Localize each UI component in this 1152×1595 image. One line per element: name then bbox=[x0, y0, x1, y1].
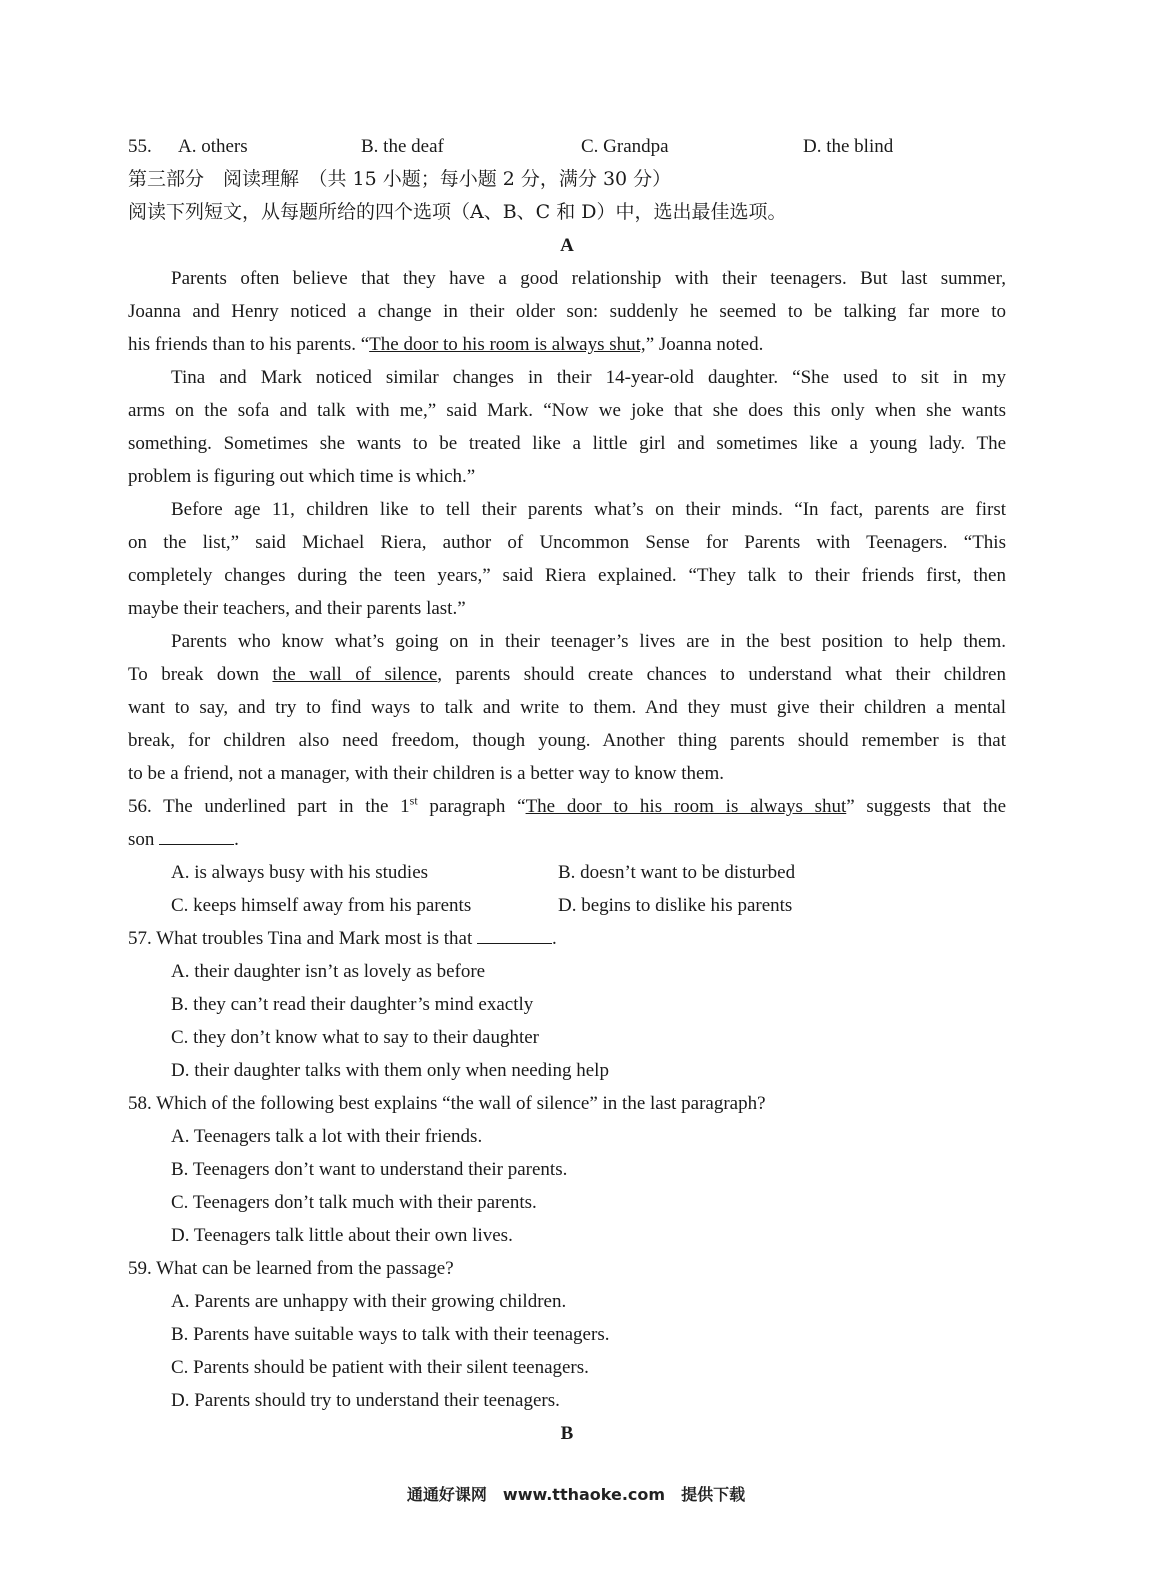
text: ” Joanna noted. bbox=[645, 334, 764, 355]
q56-option-d: D. begins to dislike his parents bbox=[558, 895, 793, 916]
paragraph-1-line: Parents often believe that they have a good relationship with their teenagers. But last summer, bbox=[171, 268, 1006, 289]
superscript: st bbox=[409, 793, 418, 808]
paragraph-2-line: problem is figuring out which time is which.” bbox=[128, 466, 476, 487]
paragraph-3-line: completely changes during the teen years,” said Riera explained. “They talk to their friends first, then bbox=[128, 565, 1006, 586]
q57-option-d: D. their daughter talks with them only when needing help bbox=[171, 1060, 609, 1081]
passage-a bbox=[128, 262, 1006, 790]
q58-option-a: A. Teenagers talk a lot with their friends. bbox=[171, 1126, 483, 1147]
answer-blank bbox=[477, 925, 552, 944]
q56-stem-line-2: son . bbox=[128, 823, 1006, 856]
text: 56. The underlined part in the 1 bbox=[128, 796, 410, 817]
q59-option-a: A. Parents are unhappy with their growing children. bbox=[171, 1291, 567, 1312]
exam-page bbox=[128, 130, 1006, 1450]
q59-option-d: D. Parents should try to understand their teenagers. bbox=[171, 1390, 560, 1411]
q57-option-a: A. their daughter isn’t as lovely as before bbox=[171, 961, 486, 982]
paragraph-2-line: arms on the sofa and talk with me,” said Mark. “Now we joke that she does this only when she wants bbox=[128, 400, 1006, 421]
text: son bbox=[128, 829, 155, 850]
q56-options-row bbox=[128, 889, 1006, 922]
q58-stem: 58. Which of the following best explains “the wall of silence” in the last paragraph? bbox=[128, 1093, 766, 1114]
section-title: 第三部分 阅读理解 （共 15 小题；每小题 2 分，满分 30 分） bbox=[128, 168, 672, 190]
text: his friends than to his parents. “ bbox=[128, 334, 370, 355]
q59-stem: 59. What can be learned from the passage? bbox=[128, 1258, 454, 1279]
q59-option-b: B. Parents have suitable ways to talk with their teenagers. bbox=[171, 1324, 610, 1345]
question-55 bbox=[128, 130, 1006, 163]
text: ” suggests that the bbox=[846, 796, 1006, 817]
paragraph-2-line: something. Sometimes she wants to be treated like a little girl and sometimes like a young lady. The bbox=[128, 433, 1006, 454]
text: , parents should create chances to understand what their children bbox=[437, 664, 1006, 685]
answer-blank bbox=[159, 826, 234, 845]
underlined-quote: The door to his room is always shut, bbox=[369, 334, 646, 355]
q56-option-c: C. keeps himself away from his parents bbox=[171, 895, 472, 916]
underlined-phrase: the wall of silence bbox=[272, 664, 438, 685]
q56-stem bbox=[128, 790, 1006, 823]
paragraph-4-line: want to say, and try to find ways to talk and write to them. And they must give their children a mental bbox=[128, 697, 1006, 718]
paragraph-2-line: Tina and Mark noticed similar changes in their 14-year-old daughter. “She used to sit in my bbox=[171, 367, 1006, 388]
passage-label-a: A bbox=[560, 235, 574, 256]
q58-option-b: B. Teenagers don’t want to understand their parents. bbox=[171, 1159, 568, 1180]
paragraph-3-line: Before age 11, children like to tell their parents what’s on their minds. “In fact, parents are first bbox=[171, 499, 1006, 520]
q55-number: 55. bbox=[128, 136, 152, 157]
page-footer: 通通好课网 www.tthaoke.com 提供下载 bbox=[406, 1485, 746, 1504]
q57-option-c: C. they don’t know what to say to their daughter bbox=[171, 1027, 539, 1048]
paragraph-1-line: Joanna and Henry noticed a change in their older son: suddenly he seemed to be talking far more to bbox=[128, 301, 1006, 322]
paragraph-3-line: on the list,” said Michael Riera, author of Uncommon Sense for Parents with Teenagers. “This bbox=[128, 532, 1006, 553]
paragraph-4-line: Parents who know what’s going on in their teenager’s lives are in the best position to help them. bbox=[171, 631, 1006, 652]
q57-stem: 57. What troubles Tina and Mark most is that . bbox=[128, 922, 1006, 955]
q56-option-b: B. doesn’t want to be disturbed bbox=[558, 862, 796, 883]
paragraph-1-line bbox=[128, 328, 1006, 361]
question-57 bbox=[128, 922, 1006, 1087]
underlined-quote: The door to his room is always shut bbox=[525, 796, 847, 817]
text: 57. What troubles Tina and Mark most is that bbox=[128, 928, 473, 949]
q55-option-c: C. Grandpa bbox=[581, 136, 669, 157]
question-56 bbox=[128, 790, 1006, 922]
text: paragraph “ bbox=[417, 796, 526, 817]
q55-option-a: A. others bbox=[178, 136, 248, 157]
q57-option-b: B. they can’t read their daughter’s mind exactly bbox=[171, 994, 534, 1015]
q55-option-b: B. the deaf bbox=[361, 136, 444, 157]
question-58 bbox=[128, 1087, 1006, 1252]
passage-label-b: B bbox=[560, 1423, 574, 1444]
q56-option-a: A. is always busy with his studies bbox=[171, 862, 429, 883]
question-59 bbox=[128, 1252, 1006, 1417]
paragraph-3-line: maybe their teachers, and their parents last.” bbox=[128, 598, 466, 619]
text: To break down bbox=[128, 664, 273, 685]
q58-option-d: D. Teenagers talk little about their own lives. bbox=[171, 1225, 513, 1246]
paragraph-4-line bbox=[128, 658, 1006, 691]
q58-option-c: C. Teenagers don’t talk much with their parents. bbox=[171, 1192, 537, 1213]
q59-option-c: C. Parents should be patient with their silent teenagers. bbox=[171, 1357, 589, 1378]
q55-option-d: D. the blind bbox=[803, 136, 894, 157]
section-instruction: 阅读下列短文，从每题所给的四个选项（A、B、C 和 D）中，选出最佳选项。 bbox=[128, 201, 787, 223]
paragraph-4-line: break, for children also need freedom, though young. Another thing parents should remember is that bbox=[128, 730, 1006, 751]
q56-options-row bbox=[128, 856, 1006, 889]
paragraph-4-line: to be a friend, not a manager, with their children is a better way to know them. bbox=[128, 763, 724, 784]
